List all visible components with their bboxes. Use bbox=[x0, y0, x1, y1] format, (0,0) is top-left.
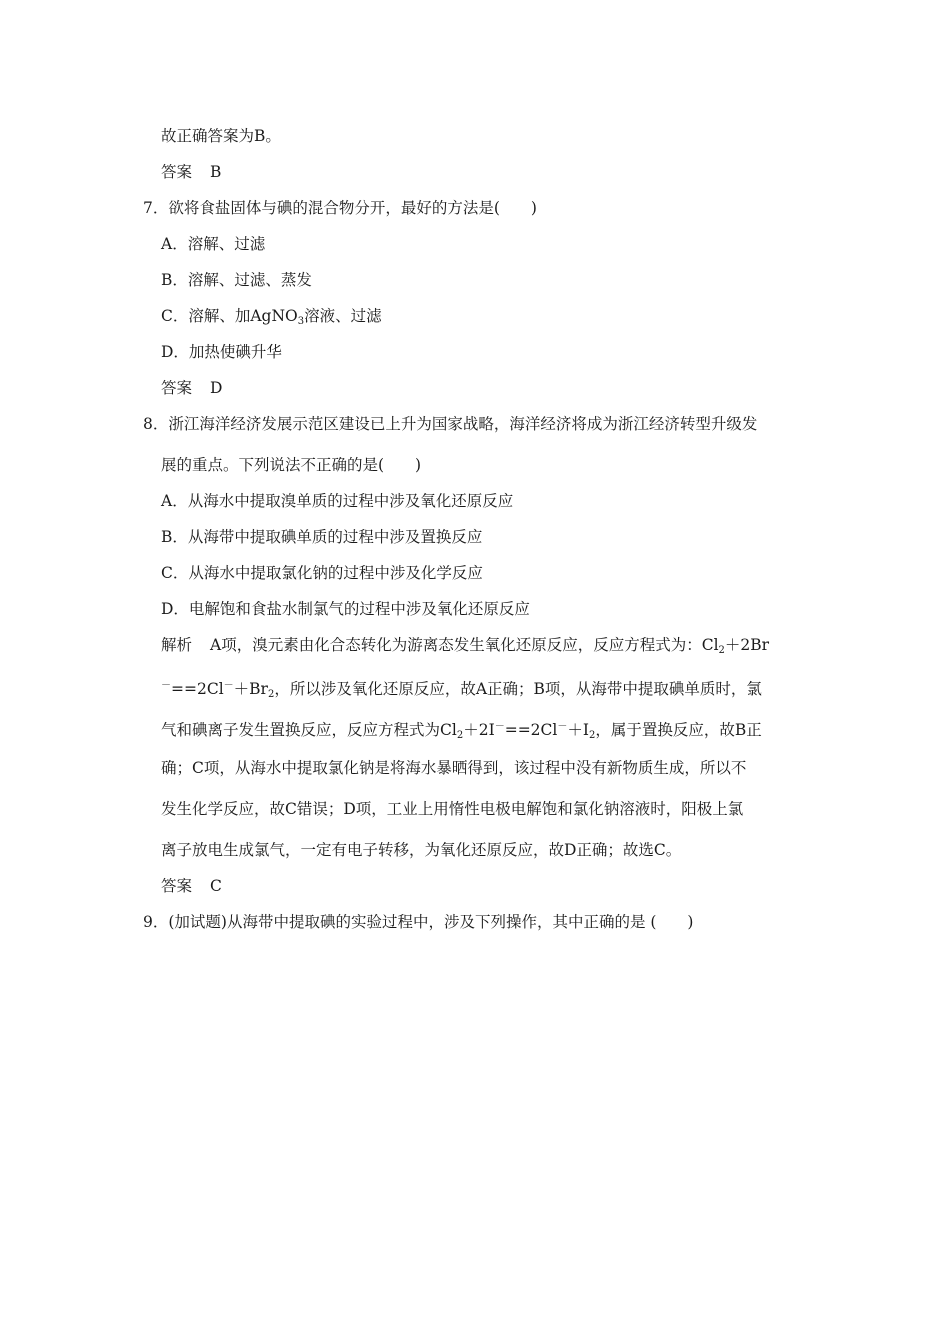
q9-stem: 9．(加试题)从海带中提取碘的实验过程中，涉及下列操作，其中正确的是 ( ) bbox=[143, 913, 694, 931]
q8-option-b: B．从海带中提取碘单质的过程中涉及置换反应 bbox=[161, 528, 483, 546]
q7-option-c-post: 溶液、过滤 bbox=[304, 307, 382, 325]
q8-analysis-line6: 离子放电生成氯气，一定有电子转移，为氧化还原反应，故D正确；故选C。 bbox=[161, 841, 682, 859]
answer-label: 答案 bbox=[161, 877, 193, 895]
q7-option-d: D．加热使碘升华 bbox=[161, 343, 282, 361]
q7-option-a: A．溶解、过滤 bbox=[161, 235, 266, 253]
superscript: － bbox=[557, 721, 568, 732]
q8-analysis-line4: 确；C项，从海水中提取氯化钠是将海水暴晒得到，该过程中没有新物质生成，所以不 bbox=[161, 759, 747, 777]
superscript: － bbox=[494, 721, 505, 732]
q8-analysis-line1 bbox=[161, 635, 769, 661]
analysis-text: ==2Cl bbox=[171, 680, 224, 698]
analysis-label: 解析 bbox=[161, 636, 193, 654]
q6-conclusion: 故正确答案为B。 bbox=[161, 127, 281, 145]
q8-analysis-line3 bbox=[161, 717, 762, 746]
q7-option-c bbox=[161, 306, 382, 332]
subscript: 2 bbox=[456, 730, 464, 741]
answer-label: 答案 bbox=[161, 163, 193, 181]
analysis-text: 气和碘离子发生置换反应，反应方程式为Cl bbox=[161, 721, 457, 739]
subscript: 2 bbox=[267, 689, 275, 700]
answer-value: B bbox=[210, 163, 222, 181]
superscript: － bbox=[223, 680, 234, 691]
subscript: 2 bbox=[718, 645, 725, 656]
q8-stem-line1: 8．浙江海洋经济发展示范区建设已上升为国家战略，海洋经济将成为浙江经济转型升级发 bbox=[143, 415, 758, 433]
analysis-text: ＋Br bbox=[233, 680, 268, 698]
q8-option-c: C．从海水中提取氯化钠的过程中涉及化学反应 bbox=[161, 564, 483, 582]
answer-value: D bbox=[210, 379, 223, 397]
analysis-text: ，所以涉及氧化还原反应，故A正确；B项，从海带中提取碘单质时，氯 bbox=[274, 680, 762, 698]
q7-answer bbox=[161, 378, 222, 398]
q8-analysis-line2 bbox=[161, 676, 762, 705]
analysis-text: A项，溴元素由化合态转化为游离态发生氧化还原反应，反应方程式为：Cl bbox=[210, 636, 719, 654]
q7-option-c-sub: 3 bbox=[297, 316, 305, 327]
q6-answer bbox=[161, 162, 221, 182]
answer-value: C bbox=[210, 877, 222, 895]
q7-option-b: B．溶解、过滤、蒸发 bbox=[161, 271, 312, 289]
q8-analysis-line5: 发生化学反应，故C错误；D项，工业上用惰性电极电解饱和氯化钠溶液时，阳极上氯 bbox=[161, 800, 744, 818]
q8-answer bbox=[161, 876, 222, 896]
q8-option-a: A．从海水中提取溴单质的过程中涉及氧化还原反应 bbox=[161, 492, 514, 510]
analysis-text: ==2Cl bbox=[504, 721, 558, 739]
subscript: 2 bbox=[588, 730, 596, 741]
analysis-text: ，属于置换反应，故B正 bbox=[595, 721, 762, 739]
q8-option-d: D．电解饱和食盐水制氯气的过程中涉及氧化还原反应 bbox=[161, 600, 530, 618]
answer-label: 答案 bbox=[161, 379, 193, 397]
analysis-text: ＋2I bbox=[463, 721, 495, 739]
superscript: － bbox=[161, 680, 171, 691]
analysis-text: ＋2Br bbox=[724, 636, 770, 654]
q7-option-c-pre: C．溶解、加AgNO bbox=[161, 307, 298, 325]
q8-stem-line2: 展的重点。下列说法不正确的是( ) bbox=[161, 456, 422, 474]
q7-stem: 7．欲将食盐固体与碘的混合物分开，最好的方法是( ) bbox=[143, 199, 537, 217]
analysis-text: ＋I bbox=[567, 721, 589, 739]
